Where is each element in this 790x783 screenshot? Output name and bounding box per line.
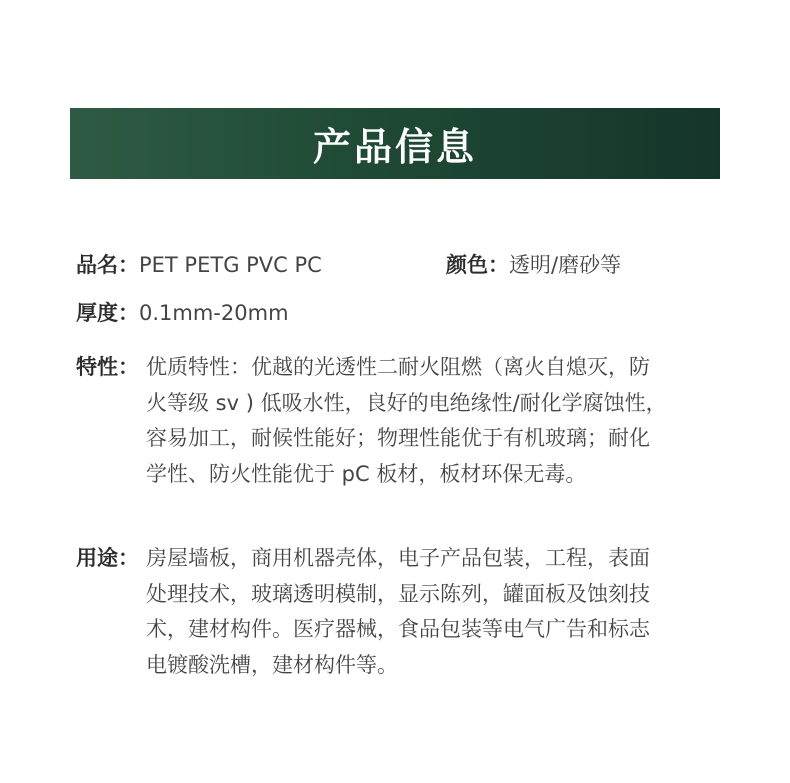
color-label: 颜色： bbox=[446, 253, 509, 277]
features-line: 优质特性：优越的光透性二耐火阻燃（离火自熄灭，防 bbox=[146, 355, 650, 379]
features-line: 容易加工，耐候性能好；物理性能优于有机玻璃；耐化 bbox=[146, 426, 650, 450]
product-name-value: PET PETG PVC PC bbox=[139, 253, 322, 277]
section-title: 产品信息 bbox=[312, 125, 477, 169]
thickness-value: 0.1mm-20mm bbox=[139, 301, 289, 325]
usage-line: 处理技术，玻璃透明模制，显示陈列，罐面板及蚀刻技 bbox=[146, 581, 650, 606]
thickness-row bbox=[76, 295, 289, 332]
features-text bbox=[146, 350, 736, 492]
color-value: 透明/磨砂等 bbox=[509, 253, 622, 277]
usage-line: 电镀酸洗槽，建材构件等。 bbox=[146, 652, 398, 677]
features-line: 学性、防火性能优于 pC 板材，板材环保无毒。 bbox=[146, 461, 587, 486]
product-name-row bbox=[76, 247, 322, 284]
section-header-banner bbox=[70, 108, 720, 179]
usage-text bbox=[146, 541, 736, 683]
color-row bbox=[446, 247, 621, 284]
usage-label: 用途： bbox=[76, 546, 139, 570]
usage-line: 房屋墙板，商用机器壳体，电子产品包装，工程，表面 bbox=[146, 546, 650, 570]
product-name-label: 品名： bbox=[76, 253, 139, 277]
features-label: 特性： bbox=[76, 355, 139, 379]
thickness-label: 厚度： bbox=[76, 301, 139, 325]
usage-line: 术，建材构件。医疗器械，食品包装等电气广告和标志 bbox=[146, 617, 650, 641]
features-line: 火等级 sv ) 低吸水性，良好的电绝缘性/耐化学腐蚀性， bbox=[146, 390, 667, 415]
